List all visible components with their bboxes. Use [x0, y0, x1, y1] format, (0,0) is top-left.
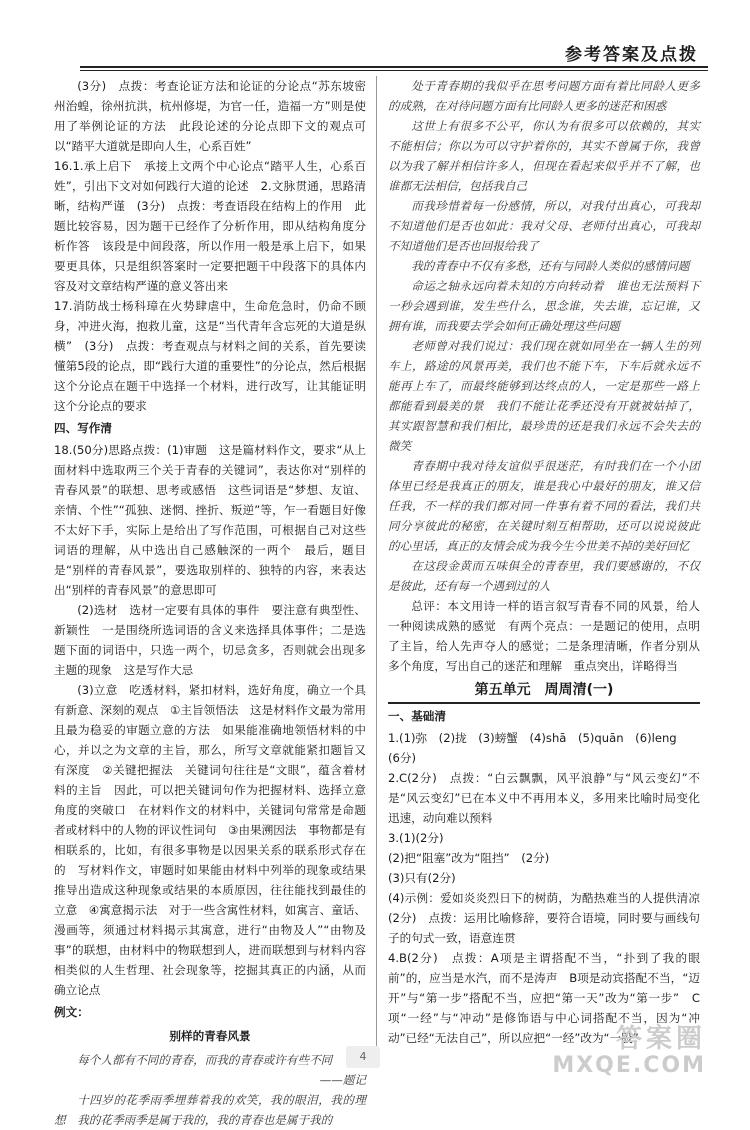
answer-4: 4.B(2分) 点拨：A项是主谓搭配不当，“扑到了我的眼前”的，应当是水汽，而不是涛声 B项是动宾搭配不当，“迈开”与“第一步”搭配不当，应把“第一天”改为“第一步” C项“一经”与“冲动”是修饰语与中心词搭配不当，因为“冲动”已经“无法自己”，所以应把“一经”改为“一股” [388, 951, 700, 1045]
essay-comment: 总评：本文用诗一样的语言叙写青春不同的风景，给人一种阅读成熟的感觉 有两个亮点：一是题记的使用，点明了主旨，给人先声夺人的感觉；二是条理清晰，作者分别从多个角度，写出自己的迷茫和理解 重点突出，详略得当 [388, 599, 700, 673]
answer-3-4: (4)示例：爱如炎炎烈日下的树荫，为酷热难当的人提供清凉(2分) 点拨：运用比喻修辞，要符合语境，同时要与画线句子的句式一致，语意连贯 [388, 891, 700, 945]
unit-title: 第五单元 周周清(一) [388, 680, 700, 704]
answer-17: 17.消防战士杨科璋在火势肆虐中，生命危急时，仍命不顾身，冲进火海，抱救儿童，这是“当代青年含忘死的大道是纵横” (3分) 点拨：考查观点与材料之间的关系，首先要读懂第5段的论点，即“践行大道的重要性”的分论点，然后根据这个分论点在题干中选择一个材料，进行改写，让其能证明这个分论点的要求 [54, 299, 366, 413]
answer-2: 2.C(2分) 点拨：“白云飘飘，风平浪静”与“风云变幻”不是“风云变幻”已在本义中不再用本义，多用来比喻时局变化迅速，动向难以预料 [388, 771, 700, 825]
answer-18-theme: (3)立意 吃透材料，紧扣材料，选好角度，确立一个具有新意、深刻的观点 ①主旨领悟法 这是材料作文最为常用且最为稳妥的审题立意的方法 如果能准确地领悟材料的中心，并以之为文章的主旨，那么，所写文章就能紧扣题旨又有深度 ②关键把握法 关键词句往往是“文眼”，蕴含着材料的主旨 因此，可以把关键词句作为把握材料、选择立意角度的突破口 在材料作文的材料中，关键词句常常是命题者或材料中的人物的评议性词句 ③由果溯因法 事物都是有相联系的，比如，有很多事物是以因果关系的联系形式存在的 写材料作文，审题时如果能由材料中列举的现象或结果推导出造成这种现象或结果的本质原因，往往能找到最佳的立意 ④寓意揭示法 对于一些含寓性材料，如寓言、童话、漫画等，须通过材料揭示其寓意，进行“由物及人”“由物及事”的联想，由材料中的物联想到人，进而联想到与材料内容相类似的人生哲理、社会现象等，挖掘其真正的内涵，从而确立论点 [54, 683, 366, 997]
answer-15-note: (3分) 点拨：考查论证方法和论证的分论点“苏东坡密州治蝗，徐州抗洪，杭州修堤，为官一任，造福一方”则是使用了举例论证的方法 此段论述的分论点即下文的观点可以“踏平大道就是即向人生，心系百姓” [54, 79, 366, 153]
answer-1-score: (6分) [388, 751, 417, 765]
right-column [388, 76, 700, 1048]
section-writing-heading: 四、写作清 [54, 421, 112, 435]
essay-epigraph-label: ——题记 [319, 1073, 366, 1087]
essay-paragraph: 而我珍惜着每一份感情，所以，对我付出真心，可我却不知道他们是否也如此：我对父母、老师付出真心，可我却不知道他们是否也回报给我了 [388, 199, 700, 253]
watermark-bottom: MXQE.COM [552, 1053, 706, 1078]
header-rule-thin [80, 70, 708, 71]
essay-paragraph: 青春期中我对待友谊似乎很迷茫，有时我们在一个小团体里已经是我真正的朋友，谁是我心中最好的朋友，谁又信任我，不一样的我们都对同一件事有着不同的看法，我们共同分享彼此的秘密，在关键时刻互相帮助，还可以说说彼此的心里话，真正的友情会成为我今生今世美不掉的美好回忆 [388, 459, 700, 553]
answer-3-2: (2)把“阻塞”改为“阻挡” (2分) [388, 851, 550, 865]
essay-paragraph: 这世上有很多不公平，你认为有很多可以依赖的，其实不能相信；你以为可以守护着你的，其实不曾属于你，我曾以为我了解并相信许多人，但现在看起来似乎并不了解，也谁都无法相信，包括我自己 [388, 119, 700, 193]
essay-paragraph: 处于青春期的我似乎在思考问题方面有着比同龄人更多的成熟，在对待问题方面有比同龄人更多的迷茫和困惑 [388, 79, 700, 113]
essay-paragraph: 十四岁的花季雨季埋葬着我的欢笑，我的眼泪，我的理想 我的花季雨季是属于我的，我的青春也是属于我的 [54, 1093, 366, 1127]
watermark-logo [552, 1008, 730, 1078]
watermark-top: 答案圈 [615, 1024, 706, 1054]
essay-paragraph: 命运之轴永远向着未知的方向转动着 谁也无法预料下一秒会遇到谁，发生些什么，思念谁，失去谁，忘记谁，又拥有谁，而我要去学会如何正确处理这些问题 [388, 279, 700, 333]
header-rule [80, 66, 708, 68]
answer-18-material: (2)选材 选材一定要有具体的事件 要注意有典型性、新颖性 一是围绕所选词语的含义来选择具体事件；二是选题下面的词语中，只选一两个，切忌贪多，否则就会出现多主题的现象 这是写作大忌 [54, 603, 366, 677]
answer-18-analysis: 18.(50分)思路点拨：(1)审题 这是篇材料作文，要求“从上面材料中选取两三个关于青春的关键词”，表达你对“别样的青春风景”的联想、思考或感悟 这些词语是“梦想、友谊、亲情、个性”“孤独、迷惘、挫折、叛逆”等，乍一看题目好像不太好下手，实际上是给出了写作范围，可根据自己对这些词语的理解，从中选出自己感触深的一两个 最后，题目是“别样的青春风景”，要选取别样的、独特的内容，来表达出“别样的青春风景”的意思即可 [54, 443, 366, 597]
section-basics-heading: 一、基础清 [388, 709, 446, 723]
answer-3-1: 3.(1)(2分) [388, 831, 444, 845]
answer-3-3: (3)只有(2分) [388, 871, 456, 885]
essay-paragraph: 老师曾对我们说过：我们现在就如同坐在一辆人生的列车上，路途的风景再美，我们也不能下车，下车后就永远不能再上车了，而最终能够到达终点的人，一定是那些一路上都能看到最美的景 我们不能让花季还没有开就被姑掉了，其实跟智慧和我们相比，最珍贵的还是我们永远不会失去的微笑 [388, 339, 700, 453]
essay-paragraph: 在这段金黄而五味俱全的青春里，我们要感谢的，不仅是彼此，还有每一个遇到过的人 [388, 559, 700, 593]
essay-paragraph: 我的青春中不仅有多愁，还有与同龄人类似的感情问题 [411, 259, 690, 273]
left-column [54, 76, 366, 1130]
example-label: 例文： [54, 1005, 89, 1019]
essay-title: 别样的青春风景 [169, 1029, 251, 1043]
page-header-title: 参考答案及点拨 [565, 45, 698, 65]
page-number: 4 [346, 1046, 380, 1068]
column-divider [376, 76, 377, 1056]
essay-epigraph: 每个人都有不同的青春，而我的青春或许有些不同 [77, 1053, 333, 1067]
answer-1: 1.(1)弥 (2)拢 (3)螃蟹 (4)shā (5)quān (6)leng [388, 731, 677, 745]
answer-16: 16.1.承上启下 承接上文两个中心论点“踏平人生，心系百姓”，引出下文对如何践行大道的论述 2.文脉贯通，思路清晰，结构严谨 (3分) 点拨：考查语段在结构上的作用 此题比较容易，因为题干已经作了分析作用，即从结构角度分析作答 该段是中间段落，所以作用一般是承上启下，如果要更具体，只是组织答案时一定要把题干中段落下的具体内容及对文章结构严谨的意义答出来 [54, 159, 366, 293]
